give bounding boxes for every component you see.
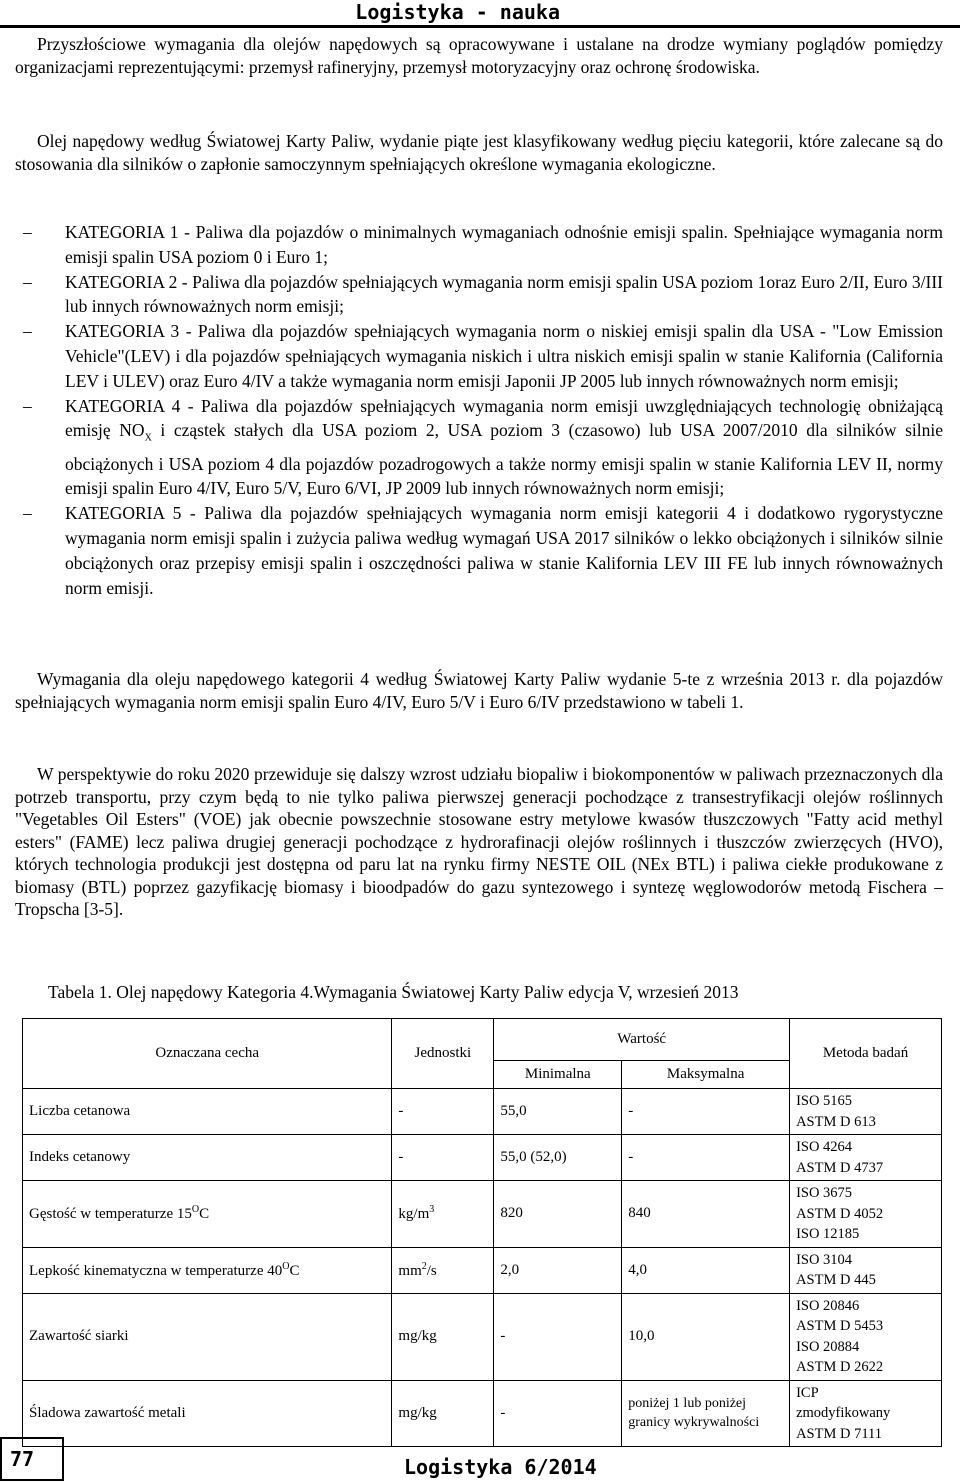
category-text-5: KATEGORIA 5 - Paliwa dla pojazdów spełniających wymagania norm emisji kategorii 4 i dodatkowo rygorystyczne wymagania norm emisji spalin i zużycia paliwa według wymagań USA 2017 silników o lekko obciążonych i silników silnie obciążonych oraz przepisy emisji spalin i oszczędności paliwa w stanie Kalifornia LEV III FE lub innych równoważnych norm emisji. (65, 503, 943, 598)
category-item-3 (15, 319, 943, 393)
cell-min: 820 (494, 1181, 622, 1248)
page-number: 77 (0, 1437, 64, 1481)
paragraph-categories-intro: Olej napędowy według Światowej Karty Paliw, wydanie piąte jest klasyfikowany według pięciu kategorii, które zalecane są do stosowania dla silników o zapłonie samoczynnym spełniających określone wymagania ekologiczne. (15, 131, 943, 174)
method-line: ASTM D 4052 (796, 1205, 884, 1222)
units-text: kg/m (398, 1206, 430, 1223)
units-tail: /s (426, 1262, 437, 1279)
paragraph-table-ref: Wymagania dla oleju napędowego kategorii 4 według Światowej Karty Paliw wydanie 5-te z września 2013 r. dla pojazdów spełniających wymagania norm emisji spalin Euro 4/IV, Euro 5/V i Euro 6/IV przedstawiono w tabeli 1. (15, 669, 943, 712)
cell-feature: Indeks cetanowy (23, 1135, 392, 1181)
method-line: ASTM D 2622 (796, 1359, 884, 1375)
feature-sup: O (282, 1260, 290, 1272)
cell-method (790, 1135, 942, 1181)
method-line: ASTM D 445 (796, 1272, 876, 1288)
feature-text: Gęstość w temperaturze 15 (29, 1206, 192, 1223)
table-row (23, 1293, 942, 1380)
feature-text: Lepkość kinematyczna w temperaturze 40 (29, 1262, 283, 1279)
cell-min: 55,0 (52,0) (494, 1135, 622, 1181)
category-text-4b: i cząstek stałych dla USA poziom 2, USA poziom 3 (czasowo) lub USA 2007/2010 dla silników silnie obciążonych i USA poziom 4 dla pojazdów pozadrogowych a także normy emisji spalin w stanie Kalifornia LEV II, normy emisji spalin Euro 4/IV, Euro 5/V, Euro 6/VI, JP 2009 lub innych równoważnych norm emisji; (65, 420, 943, 499)
units-text: mm (398, 1262, 422, 1279)
cell-min: - (494, 1293, 622, 1380)
header-units: Jednostki (392, 1019, 494, 1089)
paragraph-perspective: W perspektywie do roku 2020 przewiduje się dalszy wzrost udziału biopaliw i biokomponentów w paliwach przeznaczonych dla potrzeb transportu, przy czym będą to nie tylko paliwa pierwszej generacji pochodzące z transestryfikacji olejów roślinnych "Vegetables Oil Esters" (VOE) jak obecnie powszechnie stosowane estry metylowe kwasów tłuszczowych "Fatty acid methyl esters" (FAME) lecz paliwa drugiej generacji pochodzące z hydrorafinacji olejów roślinnych i tłuszczów zwierzęcych (HVO), których technologia produkcji jest dostępna od paru lat na rynku firmy NESTE OIL (NEx BTL) i paliwa ciekłe produkowane z biomasy (BTL) poprzez gazyfikację biomasy i bioodpadów do gazu syntezowego i syntezę węglowodorów metodą Fischera – Tropscha [3-5]. (15, 764, 943, 919)
category-item-2 (15, 270, 943, 320)
paragraph-intro: Przyszłościowe wymagania dla olejów napędowych są opracowywane i ustalane na drodze wymiany poglądów pomiędzy organizacjami reprezentującymi: przemysł rafineryjny, przemysł motoryzacyjny oraz ochronę środowiska. (15, 34, 943, 77)
cell-method (790, 1089, 942, 1135)
cell-max: poniżej 1 lub poniżej granicy wykrywalności (622, 1380, 790, 1447)
cell-feature (23, 1247, 392, 1293)
category-text-4a: KATEGORIA 4 - Paliwa dla pojazdów spełniających wymagania norm emisji uwzględniających technologię obniżającą emisję NO (65, 395, 943, 441)
cell-units: - (392, 1089, 494, 1135)
journal-footer: Logistyka 6/2014 (404, 1455, 597, 1479)
cell-max: - (622, 1135, 790, 1181)
method-line: ASTM D 613 (796, 1113, 876, 1130)
list-dash: – (23, 271, 32, 292)
category-text-2: KATEGORIA 2 - Paliwa dla pojazdów spełniających wymagania norm emisji spalin USA poziom 1oraz Euro 2/II, Euro 3/III lub innych równoważnych norm emisji; (65, 271, 943, 317)
header-feature: Oznaczana cecha (23, 1019, 392, 1089)
method-line: ASTM D 4737 (796, 1159, 884, 1176)
table-row (23, 1380, 942, 1447)
category-item-4 (15, 394, 943, 502)
cell-units: mg/kg (392, 1380, 494, 1447)
cell-method (790, 1181, 942, 1248)
category-text-4-sub: X (144, 432, 152, 444)
cell-feature: Liczba cetanowa (23, 1089, 392, 1135)
header-min: Minimalna (494, 1061, 622, 1089)
cell-feature (23, 1181, 392, 1248)
method-line: ASTM D 5453 (796, 1318, 884, 1334)
table-row (23, 1181, 942, 1248)
feature-tail: C (199, 1206, 210, 1223)
category-item-5 (15, 501, 943, 600)
cell-feature: Śladowa zawartość metali (23, 1380, 392, 1447)
list-dash: – (23, 222, 32, 242)
cell-feature: Zawartość siarki (23, 1293, 392, 1380)
cell-method (790, 1380, 942, 1447)
method-line: ISO 3675 (796, 1185, 853, 1201)
table-row (23, 1247, 942, 1293)
requirements-table (22, 1018, 942, 1447)
cell-units (392, 1181, 494, 1248)
method-line: ISO 20884 (796, 1338, 860, 1355)
units-sup: 2 (421, 1260, 427, 1272)
list-dash: – (23, 321, 32, 342)
list-dash: – (23, 395, 32, 416)
method-line: ISO 5165 (796, 1093, 853, 1109)
category-list (15, 220, 943, 600)
method-line: ISO 3104 (796, 1251, 853, 1268)
method-line: ISO 12185 (796, 1226, 860, 1242)
cell-min: 2,0 (494, 1247, 622, 1293)
units-sup: 3 (429, 1204, 435, 1216)
table-row (23, 1135, 942, 1181)
cell-units: mg/kg (392, 1293, 494, 1380)
method-line: ISO 20846 (796, 1297, 860, 1314)
running-header: Logistyka - nauka (355, 0, 560, 24)
cell-method (790, 1247, 942, 1293)
category-text-1: KATEGORIA 1 - Paliwa dla pojazdów o minimalnych wymaganiach odnośnie emisji spalin. Spełniające wymagania norm emisji spalin USA poziom 0 i Euro 1; (65, 222, 943, 267)
feature-sup: O (191, 1204, 200, 1216)
header-rule (0, 25, 960, 28)
cell-max: - (622, 1089, 790, 1135)
cell-units (392, 1247, 494, 1293)
table-row (23, 1089, 942, 1135)
method-line: zmodyfikowany (796, 1405, 891, 1421)
table-caption: Tabela 1. Olej napędowy Kategoria 4.Wymagania Światowej Karty Paliw edycja V, wrzesień 2013 (48, 982, 739, 1002)
header-value: Wartość (494, 1019, 790, 1061)
feature-tail: C (289, 1262, 300, 1279)
header-method: Metoda badań (790, 1019, 942, 1089)
cell-units: - (392, 1135, 494, 1181)
method-line: ISO 4264 (796, 1139, 853, 1155)
method-line: ASTM D 7111 (796, 1425, 882, 1442)
cell-max: 840 (622, 1181, 790, 1248)
method-line: ICP (796, 1384, 819, 1401)
header-max: Maksymalna (622, 1061, 790, 1089)
cell-method (790, 1293, 942, 1380)
cell-max: 10,0 (622, 1293, 790, 1380)
list-dash: – (23, 503, 32, 524)
category-text-3: KATEGORIA 3 - Paliwa dla pojazdów spełniających wymagania norm o niskiej emisji spalin dla USA - "Low Emission Vehicle"(LEV) i dla pojazdów spełniających wymagania niskich i ultra niskich emisji spalin w stanie Kalifornia (California LEV i ULEV) oraz Euro 4/IV a także wymagania norm emisji Japonii JP 2005 lub innych równoważnych norm emisji; (65, 321, 943, 391)
cell-max: 4,0 (622, 1247, 790, 1293)
category-item-1 (15, 220, 943, 270)
cell-min: - (494, 1380, 622, 1447)
cell-min: 55,0 (494, 1089, 622, 1135)
